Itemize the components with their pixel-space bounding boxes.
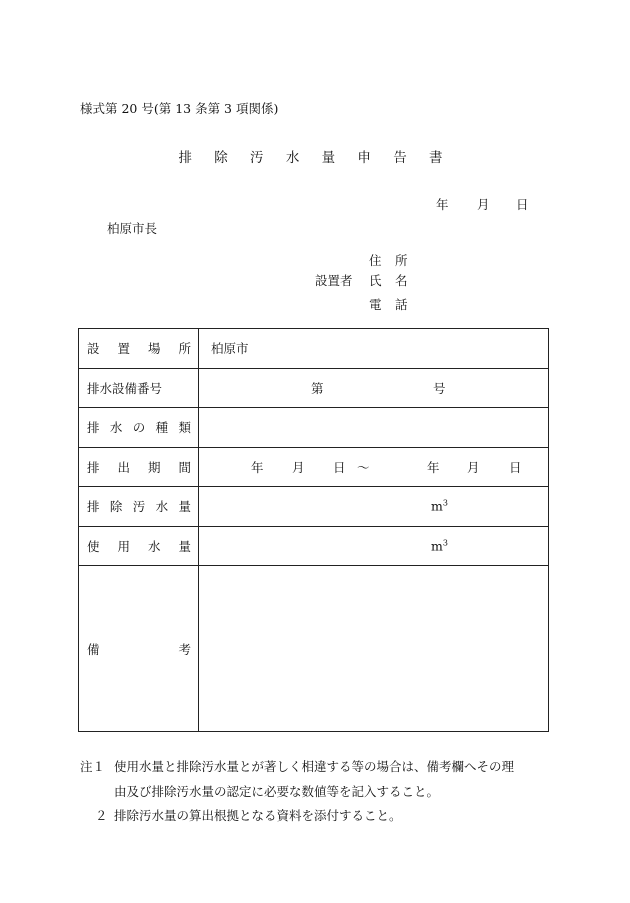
note-2-marker: ２ — [95, 808, 108, 823]
location-value-cell[interactable] — [199, 329, 549, 369]
discharge-period-label — [79, 447, 199, 487]
label-char: 出 — [117, 459, 130, 475]
drainage-type-cell[interactable] — [199, 408, 549, 448]
period-from-month: 月 — [292, 459, 305, 475]
addressee: 柏原市長 — [107, 221, 158, 236]
label-text: 排水設備番号 — [87, 380, 163, 396]
name-label-char-1: 氏 — [369, 273, 382, 288]
label-char: 期 — [147, 459, 161, 475]
facility-number-suffix: 号 — [433, 380, 446, 396]
water-usage-unit: $m^3$ — [431, 538, 448, 554]
address-label-char-2: 所 — [395, 253, 408, 268]
address-label-char-1: 住 — [369, 253, 382, 268]
label-char: の — [132, 420, 146, 436]
label-char: 水 — [109, 420, 123, 436]
location-value: 柏原市 — [211, 341, 249, 357]
remarks-label — [79, 566, 199, 732]
name-label-char-2: 名 — [395, 273, 408, 288]
label-char: 考 — [178, 641, 191, 657]
period-to-month: 月 — [467, 459, 480, 475]
drainage-type-label — [79, 408, 199, 448]
label-char: 所 — [178, 341, 191, 357]
date-day-label: 日 — [516, 197, 529, 212]
location-label — [79, 329, 199, 369]
table-row — [79, 408, 549, 448]
water-usage-label — [79, 526, 199, 566]
declaration-table — [78, 328, 549, 732]
table-row — [79, 368, 549, 408]
facility-number-label — [79, 368, 199, 408]
wastewater-volume-unit: $m^3$ — [431, 498, 448, 514]
label-char: 備 — [87, 641, 100, 657]
phone-label-char-2: 話 — [395, 297, 408, 312]
note-1-marker: 注１ — [80, 759, 106, 774]
label-char: 排 — [87, 459, 100, 475]
label-char: 排 — [87, 499, 100, 515]
wastewater-volume-cell[interactable] — [199, 487, 549, 527]
label-char: 間 — [178, 459, 191, 475]
water-usage-cell[interactable] — [199, 526, 549, 566]
facility-number-prefix: 第 — [311, 380, 324, 396]
label-char: 水 — [147, 538, 161, 554]
label-char: 水 — [155, 499, 169, 515]
note-1-line-2: 由及び排除汚水量の認定に必要な数値等を記入すること。 — [114, 784, 440, 799]
label-char: 用 — [117, 538, 130, 554]
period-from-day: 日 — [333, 459, 346, 475]
label-char: 置 — [117, 341, 130, 357]
period-from-year: 年 — [251, 459, 264, 475]
document-title: 排 除 汚 水 量 申 告 書 — [178, 150, 452, 166]
note-2-text: 排除汚水量の算出根拠となる資料を添付すること。 — [114, 808, 402, 823]
table-row — [79, 447, 549, 487]
label-char: 使 — [87, 538, 100, 554]
label-char: 量 — [178, 499, 191, 515]
label-char: 排 — [87, 420, 100, 436]
facility-number-cell[interactable] — [199, 368, 549, 408]
period-tilde: ～ — [357, 459, 370, 475]
period-to-year: 年 — [427, 459, 440, 475]
label-char: 類 — [178, 420, 191, 436]
label-char: 場 — [147, 341, 161, 357]
remarks-cell[interactable] — [199, 566, 549, 732]
table-row — [79, 329, 549, 369]
note-1-line-1: 使用水量と排除汚水量とが著しく相違する等の場合は、備考欄へその理 — [114, 759, 515, 774]
form-number: 様式第 20 号(第 13 条第 3 項関係) — [80, 101, 279, 116]
period-to-day: 日 — [509, 459, 522, 475]
table-row — [79, 526, 549, 566]
label-char: 汚 — [132, 499, 146, 515]
label-char: 量 — [178, 538, 191, 554]
applicant-role-label: 設置者 — [315, 273, 353, 288]
table-row — [79, 487, 549, 527]
table-row — [79, 566, 549, 732]
date-month-label: 月 — [477, 197, 490, 212]
discharge-period-cell[interactable] — [199, 447, 549, 487]
phone-label-char-1: 電 — [369, 297, 382, 312]
label-char: 設 — [87, 341, 100, 357]
date-year-label: 年 — [436, 197, 449, 212]
wastewater-volume-label — [79, 487, 199, 527]
label-char: 種 — [155, 420, 169, 436]
label-char: 除 — [109, 499, 123, 515]
